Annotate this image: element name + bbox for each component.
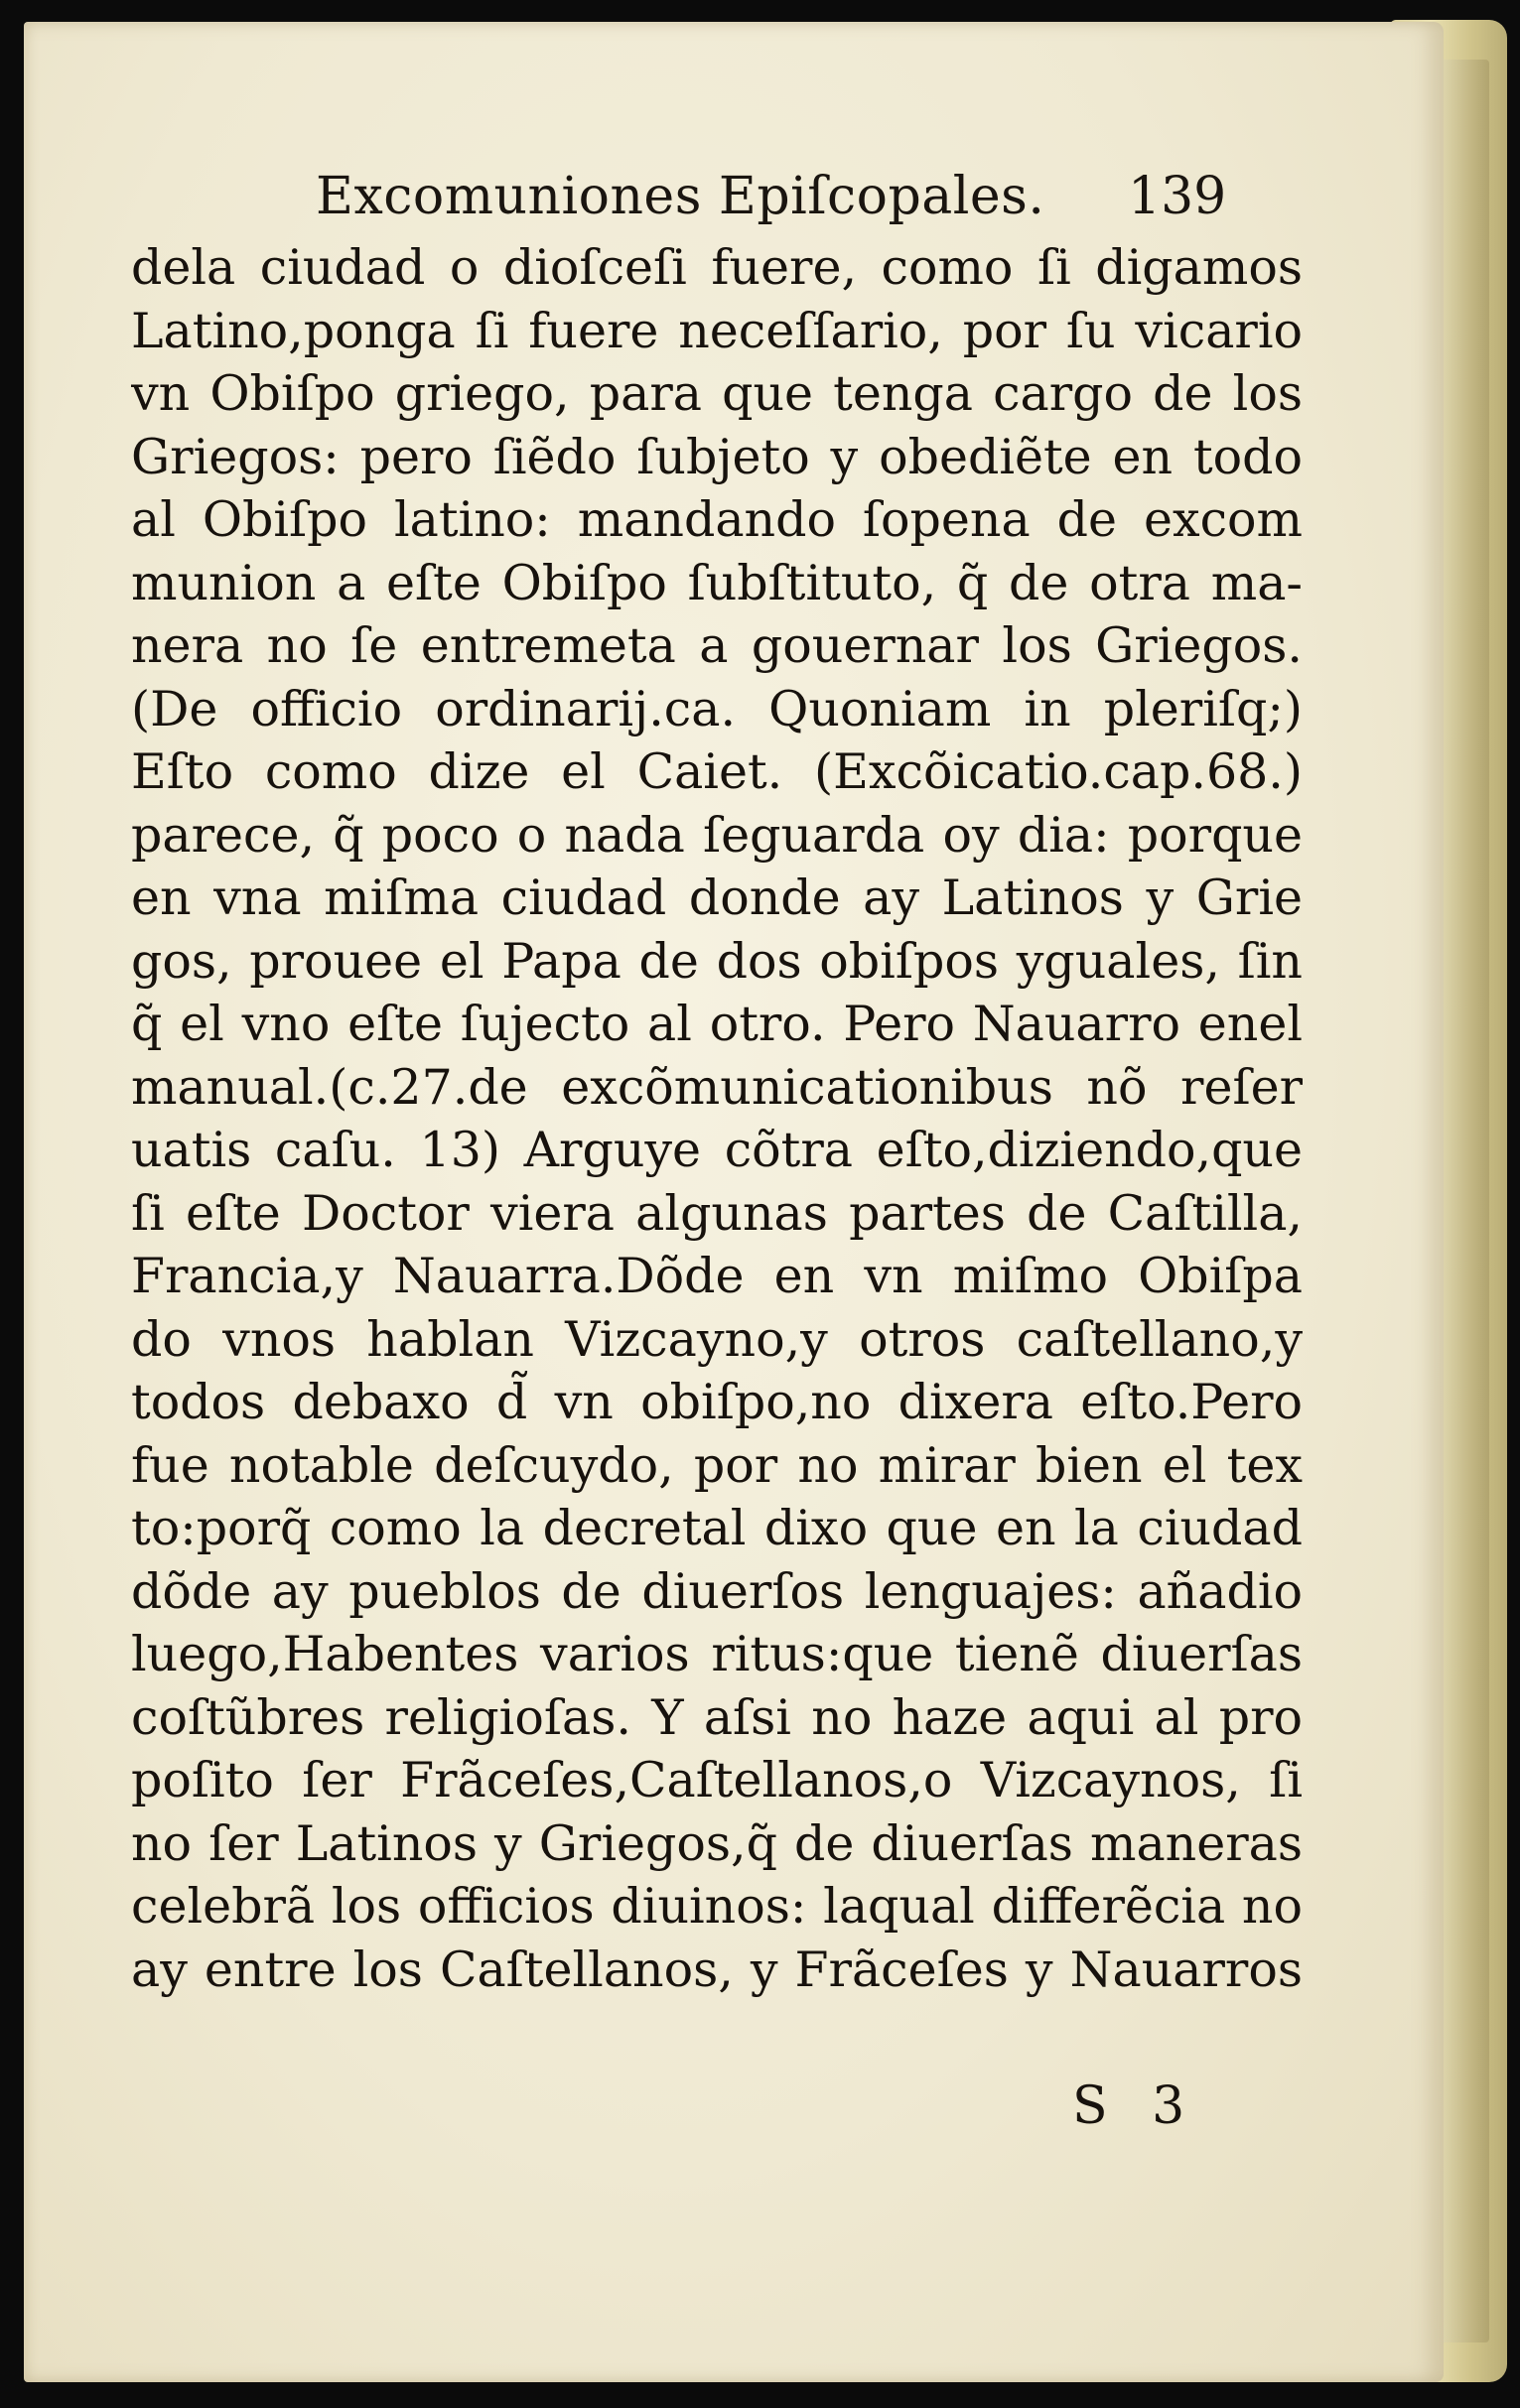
text-line: vn Obiſpo griego, para que tenga cargo de los — [131, 365, 1303, 422]
text-line: no ſer Latinos y Griegos,q̃ de diuerſas maneras — [131, 1814, 1303, 1872]
text-line: dõde ay pueblos de diuerſos lenguajes: añadio — [131, 1562, 1303, 1620]
text-line: manual.(c.27.de excõmunicationibus nõ reſer — [131, 1058, 1303, 1116]
text-line: q̃ el vno eſte ſujecto al otro. Pero Nauarro enel — [131, 996, 1303, 1052]
text-line: todos debaxo d̃ vn obiſpo,no dixera eſto.Pero — [131, 1374, 1303, 1430]
text-line: en vna miſma ciudad donde ay Latinos y Grie — [131, 870, 1303, 926]
signature-mark: S 3 — [1072, 2076, 1199, 2136]
text-line: (De officio ordinarij.ca. Quoniam in pleriſq;) — [131, 680, 1303, 737]
text-line: al Obiſpo latino: mandando ſopena de excom — [131, 491, 1303, 548]
text-line: coſtũbres religioſas. Y aſsi no haze aqui al pro — [131, 1688, 1303, 1746]
text-line: ſi eſte Doctor viera algunas partes de Caſtilla, — [131, 1184, 1303, 1242]
text-line: Eſto como dize el Caiet. (Excõicatio.cap.68.) — [131, 743, 1303, 800]
text-line: celebrã los officios diuinos: laqual differẽcia no — [131, 1878, 1303, 1935]
text-line: dela ciudad o dioſceſi fuere, como ſi digamos — [131, 239, 1303, 296]
text-line: do vnos hablan Vizcayno,y otros caſtellano,y — [131, 1310, 1303, 1368]
text-line: to:porq̃ como la decretal dixo que en la ciudad — [131, 1500, 1303, 1556]
text-line: uatis caſu. 13) Arguye cõtra eſto,diziendo,que — [131, 1122, 1303, 1178]
text-line: gos, prouee el Papa de dos obiſpos yguales, ſin — [131, 932, 1303, 990]
running-head-title: Excomuniones Epiſcopales. — [316, 167, 1045, 226]
page-number: 139 — [1128, 167, 1227, 226]
text-line: ay entre los Caſtellanos, y Frãceſes y Nauarros — [131, 1940, 1303, 1998]
text-line: Francia,y Nauarra.Dõde en vn miſmo Obiſpa — [131, 1248, 1303, 1304]
text-line: parece, q̃ poco o nada ſeguarda oy dia: porque — [131, 806, 1303, 864]
text-line: Latino,ponga ſi fuere neceſſario, por ſu vicario — [131, 302, 1303, 359]
text-line: munion a eſte Obiſpo ſubſtituto, q̃ de otra ma- — [131, 554, 1303, 611]
running-head — [316, 167, 1229, 236]
body-text — [131, 236, 1303, 2001]
text-line: luego,Habentes varios ritus:que tienẽ diuerſas — [131, 1626, 1303, 1682]
text-line: poſito ſer Frãceſes,Caſtellanos,o Vizcaynos, ſi — [131, 1752, 1303, 1808]
text-line: nera no ſe entremeta a gouernar los Griegos. — [131, 617, 1303, 674]
text-line: Griegos: pero ſiẽdo ſubjeto y obediẽte en todo — [131, 428, 1303, 485]
text-line: fue notable deſcuydo, por no mirar bien el tex — [131, 1436, 1303, 1494]
